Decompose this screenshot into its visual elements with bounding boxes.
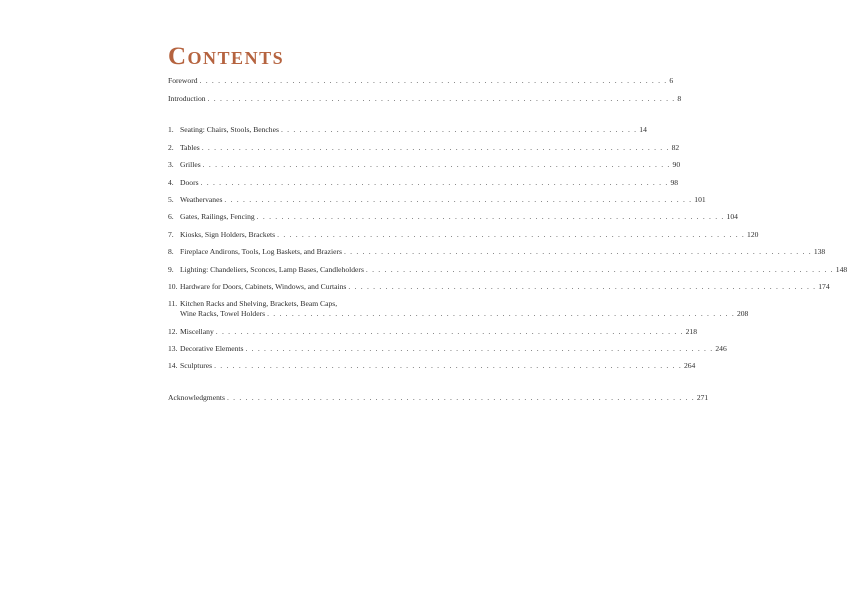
toc-entry-label: Kitchen Racks and Shelving, Brackets, Beam Caps, [180, 299, 338, 308]
leader-dots: . . . . . . . . . . . . . . . . . . . . . . . . . . . . . . . . . . . . . . . . . . . . . . . . . . . . . . . . . . . . . . . . . . . . . . . . . . . . [202, 160, 671, 169]
chapter-number: 5. [168, 195, 174, 204]
toc-entry-label: Acknowledgments [168, 393, 225, 402]
toc-entry-label: Fireplace Andirons, Tools, Log Baskets, and Braziers [180, 247, 342, 256]
toc-entry-page: 8 [677, 94, 682, 103]
toc-entry-chapter-2[interactable] [168, 143, 680, 153]
toc-entry-page: 120 [747, 230, 759, 239]
toc-entry-page: 101 [694, 195, 706, 204]
chapter-number: 11. [168, 299, 178, 308]
leader-dots: . . . . . . . . . . . . . . . . . . . . . . . . . . . . . . . . . . . . . . . . . . . . . . . . . . . . . . . . . . . . . . . . . . . . . . . . . . . . [200, 178, 669, 187]
chapter-number: 1. [168, 125, 174, 134]
toc-entry-page: 208 [736, 309, 749, 318]
toc-entry-label: Doors [180, 178, 199, 187]
toc-entry-label: Seating: Chairs, Stools, Benches [180, 125, 279, 134]
toc-entry-chapter-5[interactable] [168, 195, 706, 205]
leader-dots: . . . . . . . . . . . . . . . . . . . . . . . . . . . . . . . . . . . . . . . . . . . . . . . . . . . . . . . . . . . . . . . . . . . . . . . . . . . . [199, 76, 668, 85]
toc-entry-page: 271 [696, 393, 709, 402]
toc-entry-page: 98 [670, 178, 679, 187]
toc-entry-acknowledgments[interactable] [168, 393, 709, 403]
chapter-number: 4. [168, 178, 174, 187]
toc-entry-chapter-12[interactable] [168, 327, 698, 337]
leader-dots: . . . . . . . . . . . . . . . . . . . . . . . . . . . . . . . . . . . . . . . . . . . . . . . . . . . . . . . . . . . . . . . . . . . . . . . . . . . . [215, 327, 684, 336]
toc-entry-page: 90 [672, 160, 681, 169]
page-title: Contents [168, 43, 285, 70]
leader-dots: . . . . . . . . . . . . . . . . . . . . . . . . . . . . . . . . . . . . . . . . . . . . . . . . . . . . . . . . . . . . . . . . . . . . . . . . . . . . [214, 361, 682, 370]
toc-entry-page: 14 [639, 125, 647, 134]
toc-entry-label: Grilles [180, 160, 201, 169]
chapter-number: 2. [168, 143, 174, 152]
toc-entry-label: Gates, Railings, Fencing [180, 212, 255, 221]
toc-entry-label: Weathervanes [180, 195, 223, 204]
toc-entry-label: Kiosks, Sign Holders, Brackets [180, 230, 276, 239]
toc-entry-chapter-3[interactable] [168, 160, 681, 170]
toc-entry-label: Lighting: Chandeliers, Sconces, Lamp Bases, Candleholders [180, 265, 364, 274]
toc-entry-chapter-10[interactable] [168, 282, 830, 292]
toc-entry-introduction[interactable] [168, 94, 682, 104]
chapter-number: 10. [168, 282, 178, 291]
toc-entry-label-continued: Wine Racks, Towel Holders [180, 309, 266, 318]
toc-entry-chapter-1[interactable] [168, 125, 647, 135]
toc-entry-page: 6 [669, 76, 674, 85]
leader-dots: . . . . . . . . . . . . . . . . . . . . . . . . . . . . . . . . . . . . . . . . . . . . . . . . . . . . . . . . . . . . . . . . . . . . . . . . . . . . [245, 344, 714, 353]
leader-dots: . . . . . . . . . . . . . . . . . . . . . . . . . . . . . . . . . . . . . . . . . . . . . . . . . . . . . . . . . . . . . . . . . . . . . . . . . . . . [207, 94, 676, 103]
toc-entry-page: 218 [685, 327, 698, 336]
leader-dots: . . . . . . . . . . . . . . . . . . . . . . . . . . . . . . . . . . . . . . . . . . . . . . . . . . . . . . . . . . . . . . . . . . . . . . . . . . . . [256, 212, 725, 221]
chapter-number: 6. [168, 212, 174, 221]
leader-dots: . . . . . . . . . . . . . . . . . . . . . . . . . . . . . . . . . . . . . . . . . . . . . . . . . . . . . . . . . . . . . . . . . . . . . . . . . . . . [224, 195, 693, 204]
toc-entry-chapter-7[interactable] [168, 230, 759, 240]
leader-dots: . . . . . . . . . . . . . . . . . . . . . . . . . . . . . . . . . . . . . . . . . . . . . . . . . . . . . . . . . . . . . . . . . . . . . . . . . . . . [348, 282, 817, 291]
toc-entry-chapter-13[interactable] [168, 344, 727, 354]
toc-entry-label: Hardware for Doors, Cabinets, Windows, and Curtains [180, 282, 347, 291]
chapter-number: 14. [168, 361, 178, 370]
toc-entry-page: 148 [835, 265, 847, 274]
toc-entry-label: Miscellany [180, 327, 214, 336]
toc-entry-page: 246 [715, 344, 727, 353]
toc-entry-page: 104 [726, 212, 738, 221]
toc-entry-chapter-8[interactable] [168, 247, 826, 257]
toc-entry-label: Introduction [168, 94, 206, 103]
leader-dots: . . . . . . . . . . . . . . . . . . . . . . . . . . . . . . . . . . . . . . . . . . . . . . . . . . . . . . . . . . . . . . . . . . . . . . . . . . . . [267, 309, 735, 318]
leader-dots: . . . . . . . . . . . . . . . . . . . . . . . . . . . . . . . . . . . . . . . . . . . . . . . . . . . . . . . . . . . . . . . . . . . . . . . . . . . . [226, 393, 695, 402]
toc-entry-foreword[interactable] [168, 76, 674, 86]
toc-entry-page: 174 [818, 282, 830, 291]
toc-entry-label: Decorative Elements [180, 344, 244, 353]
toc-entry-chapter-4[interactable] [168, 178, 679, 188]
chapter-number: 7. [168, 230, 174, 239]
toc-entry-label: Tables [180, 143, 200, 152]
toc-entry-page: 264 [683, 361, 696, 370]
toc-entry-label: Foreword [168, 76, 198, 85]
chapter-number: 13. [168, 344, 178, 353]
toc-entry-label: Sculptures [180, 361, 213, 370]
toc-entry-line-2 [168, 309, 749, 319]
leader-dots: . . . . . . . . . . . . . . . . . . . . . . . . . . . . . . . . . . . . . . . . . . . . . . . . . . . . . . . . . . . . . . . . . . . . . . . . . . . . [277, 230, 746, 239]
toc-entry-chapter-14[interactable] [168, 361, 696, 371]
chapter-number: 3. [168, 160, 174, 169]
toc-entry-page: 138 [813, 247, 826, 256]
toc-entry-page: 82 [671, 143, 680, 152]
toc-entry-line-1 [168, 299, 430, 309]
chapter-number: 9. [168, 265, 174, 274]
leader-dots: . . . . . . . . . . . . . . . . . . . . . . . . . . . . . . . . . . . . . . . . . . . . . . . . . . . . . . . . . . . . . . . . . . . . . . . . . . . . [343, 247, 812, 256]
toc-entry-chapter-11[interactable] [168, 299, 749, 319]
leader-dots: . . . . . . . . . . . . . . . . . . . . . . . . . . . . . . . . . . . . . . . . . . . . . . . . . . . . . . . . . . . . . . . . . . . . . . . . . . . . [201, 143, 670, 152]
toc-entry-chapter-9[interactable] [168, 265, 847, 275]
leader-dots: . . . . . . . . . . . . . . . . . . . . . . . . . . . . . . . . . . . . . . . . . . . . . . . . . . . . . . . . . . . . . . . . . . . . . . . . . . . . [365, 265, 834, 274]
chapter-number: 12. [168, 327, 178, 336]
leader-dots: . . . . . . . . . . . . . . . . . . . . . . . . . . . . . . . . . . . . . . . . . . . . . . . . . . . . . . . . . . [280, 125, 638, 134]
toc-entry-chapter-6[interactable] [168, 212, 738, 222]
chapter-number: 8. [168, 247, 174, 256]
